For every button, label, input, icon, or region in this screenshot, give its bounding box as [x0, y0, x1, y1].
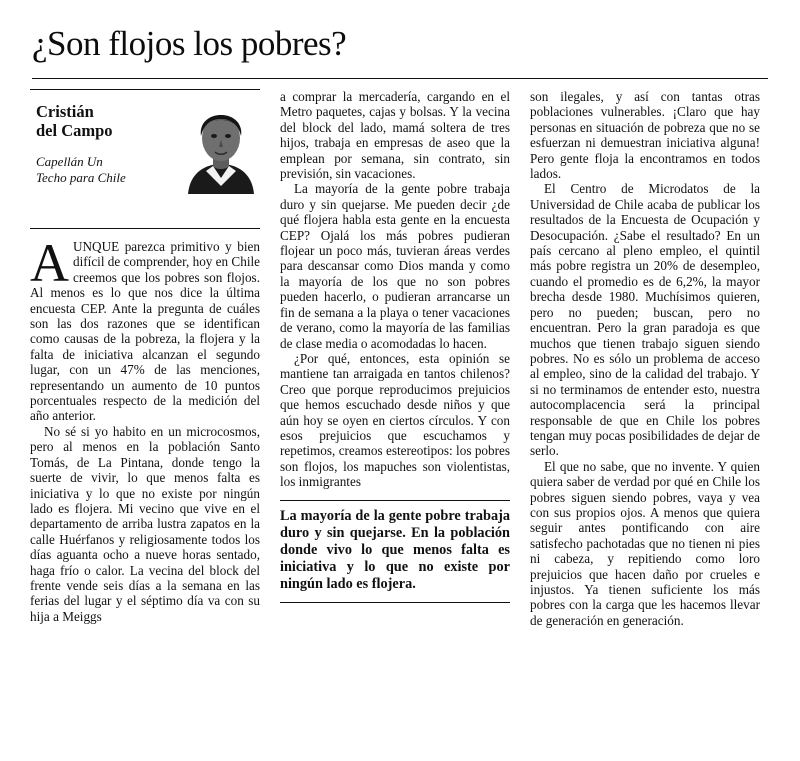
paragraph: ¿Por qué, entonces, esta opinión se mantiene tan arraigada en tantos chilenos? Creo que porque reproducimos prejuicios que hemos escuchado desde niños y que aún hoy se oyen en ciertos círculos. Y con esos prejuicios que escuchamos y repetimos, creamos estereotipos: los pobres son flojos, los mapuches son violentistas, los inmigrantes — [280, 350, 510, 490]
page-title: ¿Son flojos los pobres? — [32, 24, 347, 63]
header-divider — [32, 78, 768, 79]
author-name — [36, 102, 176, 140]
paragraph: El que no sabe, que no invente. Y quien quiera saber de verdad por qué en Chile los pobres siguen siendo pobres, vaya y vea con sus propios ojos. A menos que quiera seguir antes pontificando con aire satisfecho pachotadas que no tienen ni pies ni cabeza, y repitiendo como loro prejuicios que hacen daño por crueles e injustos. Ya tienen suficiente los más pobres con la carga que les hacemos llevar de generación en generación. — [530, 458, 760, 628]
paragraph: son ilegales, y así con tantas otras poblaciones vulnerables. ¡Claro que hay personas en situación de pobreza que no se esfuerzan ni demuestran iniciativa alguna! Pero gente floja la encontramos en todos lados. — [530, 89, 760, 182]
paragraph-text: UNQUE parezca primitivo y bien difícil de comprender, hoy en Chile creemos que los pobres son flojos. Al menos es lo que nos dice la última encuesta CEP. Ante la pregunta de cuáles son las dos razones que se identifican como causas de la pobreza, la flojera y la falta de iniciativa alcanzan el segundo lugar, con un 47% de las menciones, representando un aumento de 10 puntos porcentuales respecto de la medición del año anterior. — [30, 239, 260, 424]
column-1 — [30, 89, 260, 624]
author-name-line1: Cristián — [36, 102, 94, 121]
author-role-line2: Techo para Chile — [36, 169, 126, 185]
author-role — [36, 154, 176, 185]
author-role-line1: Capellán Un — [36, 154, 103, 169]
paragraph: No sé si yo habito en un microcosmos, pero al menos en la población Santo Tomás, de La Pintana, donde tengo la suerte de vivir, lo que menos falta es iniciativa y lo que no existe por ningún lado es flojera. Mi vecino que vive en el departamento de arriba lustra zapatos en la calle Huérfanos y religiosamente todos los días aguanta ocho a nueve horas sentado, haga frío o calor. La vecina del block del frente vende seis días a la semana en las ferias del lugar y el séptimo día va con su hija a Meiggs — [30, 423, 260, 624]
article-columns — [30, 89, 770, 628]
author-portrait — [184, 102, 258, 194]
pull-quote: La mayoría de la gente pobre trabaja duro y sin quejarse. En la población donde vivo lo que menos falta es iniciativa y lo que no existe por ningún lado es flojera. — [280, 500, 510, 603]
column-2 — [280, 89, 510, 603]
paragraph: La mayoría de la gente pobre trabaja duro y sin quejarse. Me pueden decir ¿de qué flojera habla esta gente en la encuesta CEP? Ojalá los más pobres pudieran flojear un poco más, tuvieran áreas verdes para descansar como Dios manda y como la mayoría de los que no son pobres pueden hacerlo, o pudieran arrancarse un fin de semana a la playa o tener vacaciones de verano, como la mayoría de las familias de clase media o acomodadas lo hacen. — [280, 181, 510, 351]
column-3 — [530, 89, 760, 628]
paragraph: a comprar la mercadería, cargando en el Metro paquetes, cajas y bolsas. Y la vecina del block del lado, mamá soltera de tres hijos, trabaja en empresas de aseo que la emplean por semana, sin contrato, sin previsión, sin vacaciones. — [280, 89, 510, 182]
author-name-line2: del Campo — [36, 121, 113, 140]
drop-cap: A — [30, 233, 69, 293]
paragraph: El Centro de Microdatos de la Universidad de Chile acaba de publicar los resultados de la Encuesta de Ocupación y Desocupación. ¿Sabe el resultado? En un país cercano al pleno empleo, el quintil más pobre registra un 20% de desempleo, cuando el promedio es de 6,2%, la mayor brecha desde 1980. Muchísimos quieren, pero no pueden; buscan, pero no encuentran. Pero la gran paradoja es que muchos que tienen trabajo siguen siendo pobres. No es sólo un problema de acceso al empleo, sino de la calidad del trabajo. Y si no terminamos de entender esto, nuestra autocomplacencia será la principal responsable de que en Chile los pobres tengan muy pocas posibilidades de dejar de serlo. — [530, 181, 760, 459]
author-box — [30, 89, 260, 229]
paragraph — [30, 233, 260, 424]
